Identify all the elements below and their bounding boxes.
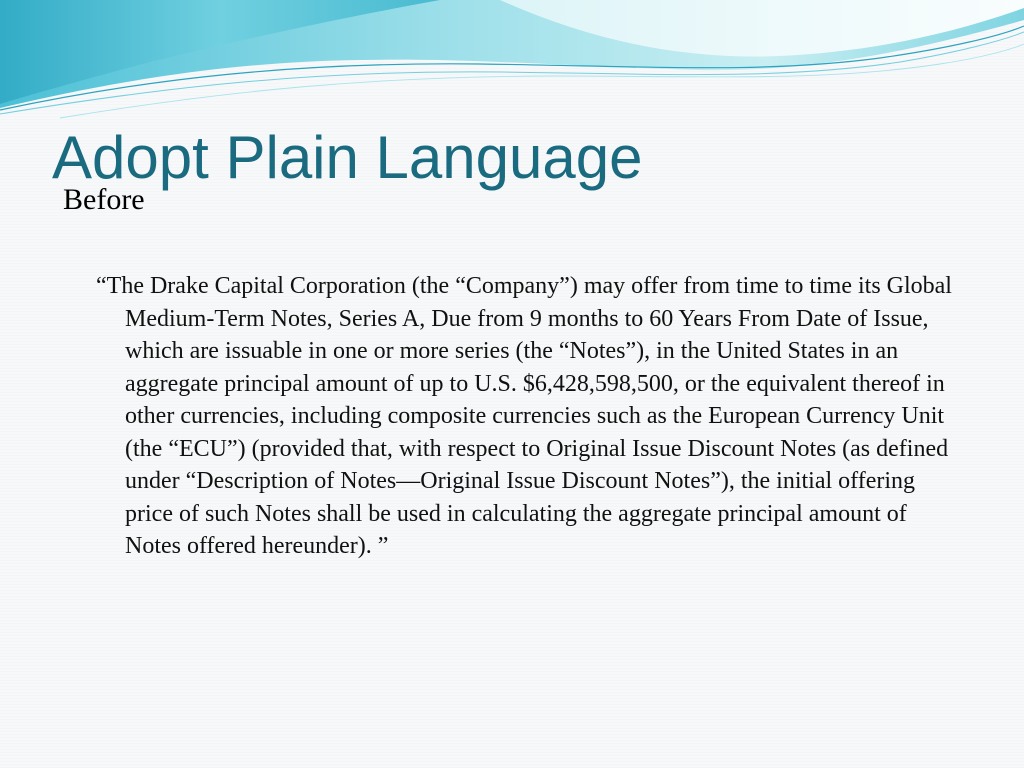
- slide-title: Adopt Plain Language: [52, 124, 643, 191]
- body-quote-text: “The Drake Capital Corporation (the “Company”) may offer from time to time its Global Medium-Term Notes, Series A, Due from 9 months to 60 Years From Date of Issue, which are issuable in one or more series (the “Notes”), in the United States in an aggregate principal amount of up to U.S. $6,428,598,500, or the equivalent thereof in other currencies, including composite currencies such as the European Currency Unit (the “ECU”) (provided that, with respect to Original Issue Discount Notes (as defined under “Description of Notes—Original Issue Discount Notes”), the initial offering price of such Notes shall be used in calculating the aggregate principal amount of Notes offered hereunder). ”: [96, 273, 952, 559]
- slide-subtitle: Before: [63, 183, 145, 216]
- wave-header-decoration: [0, 0, 1024, 120]
